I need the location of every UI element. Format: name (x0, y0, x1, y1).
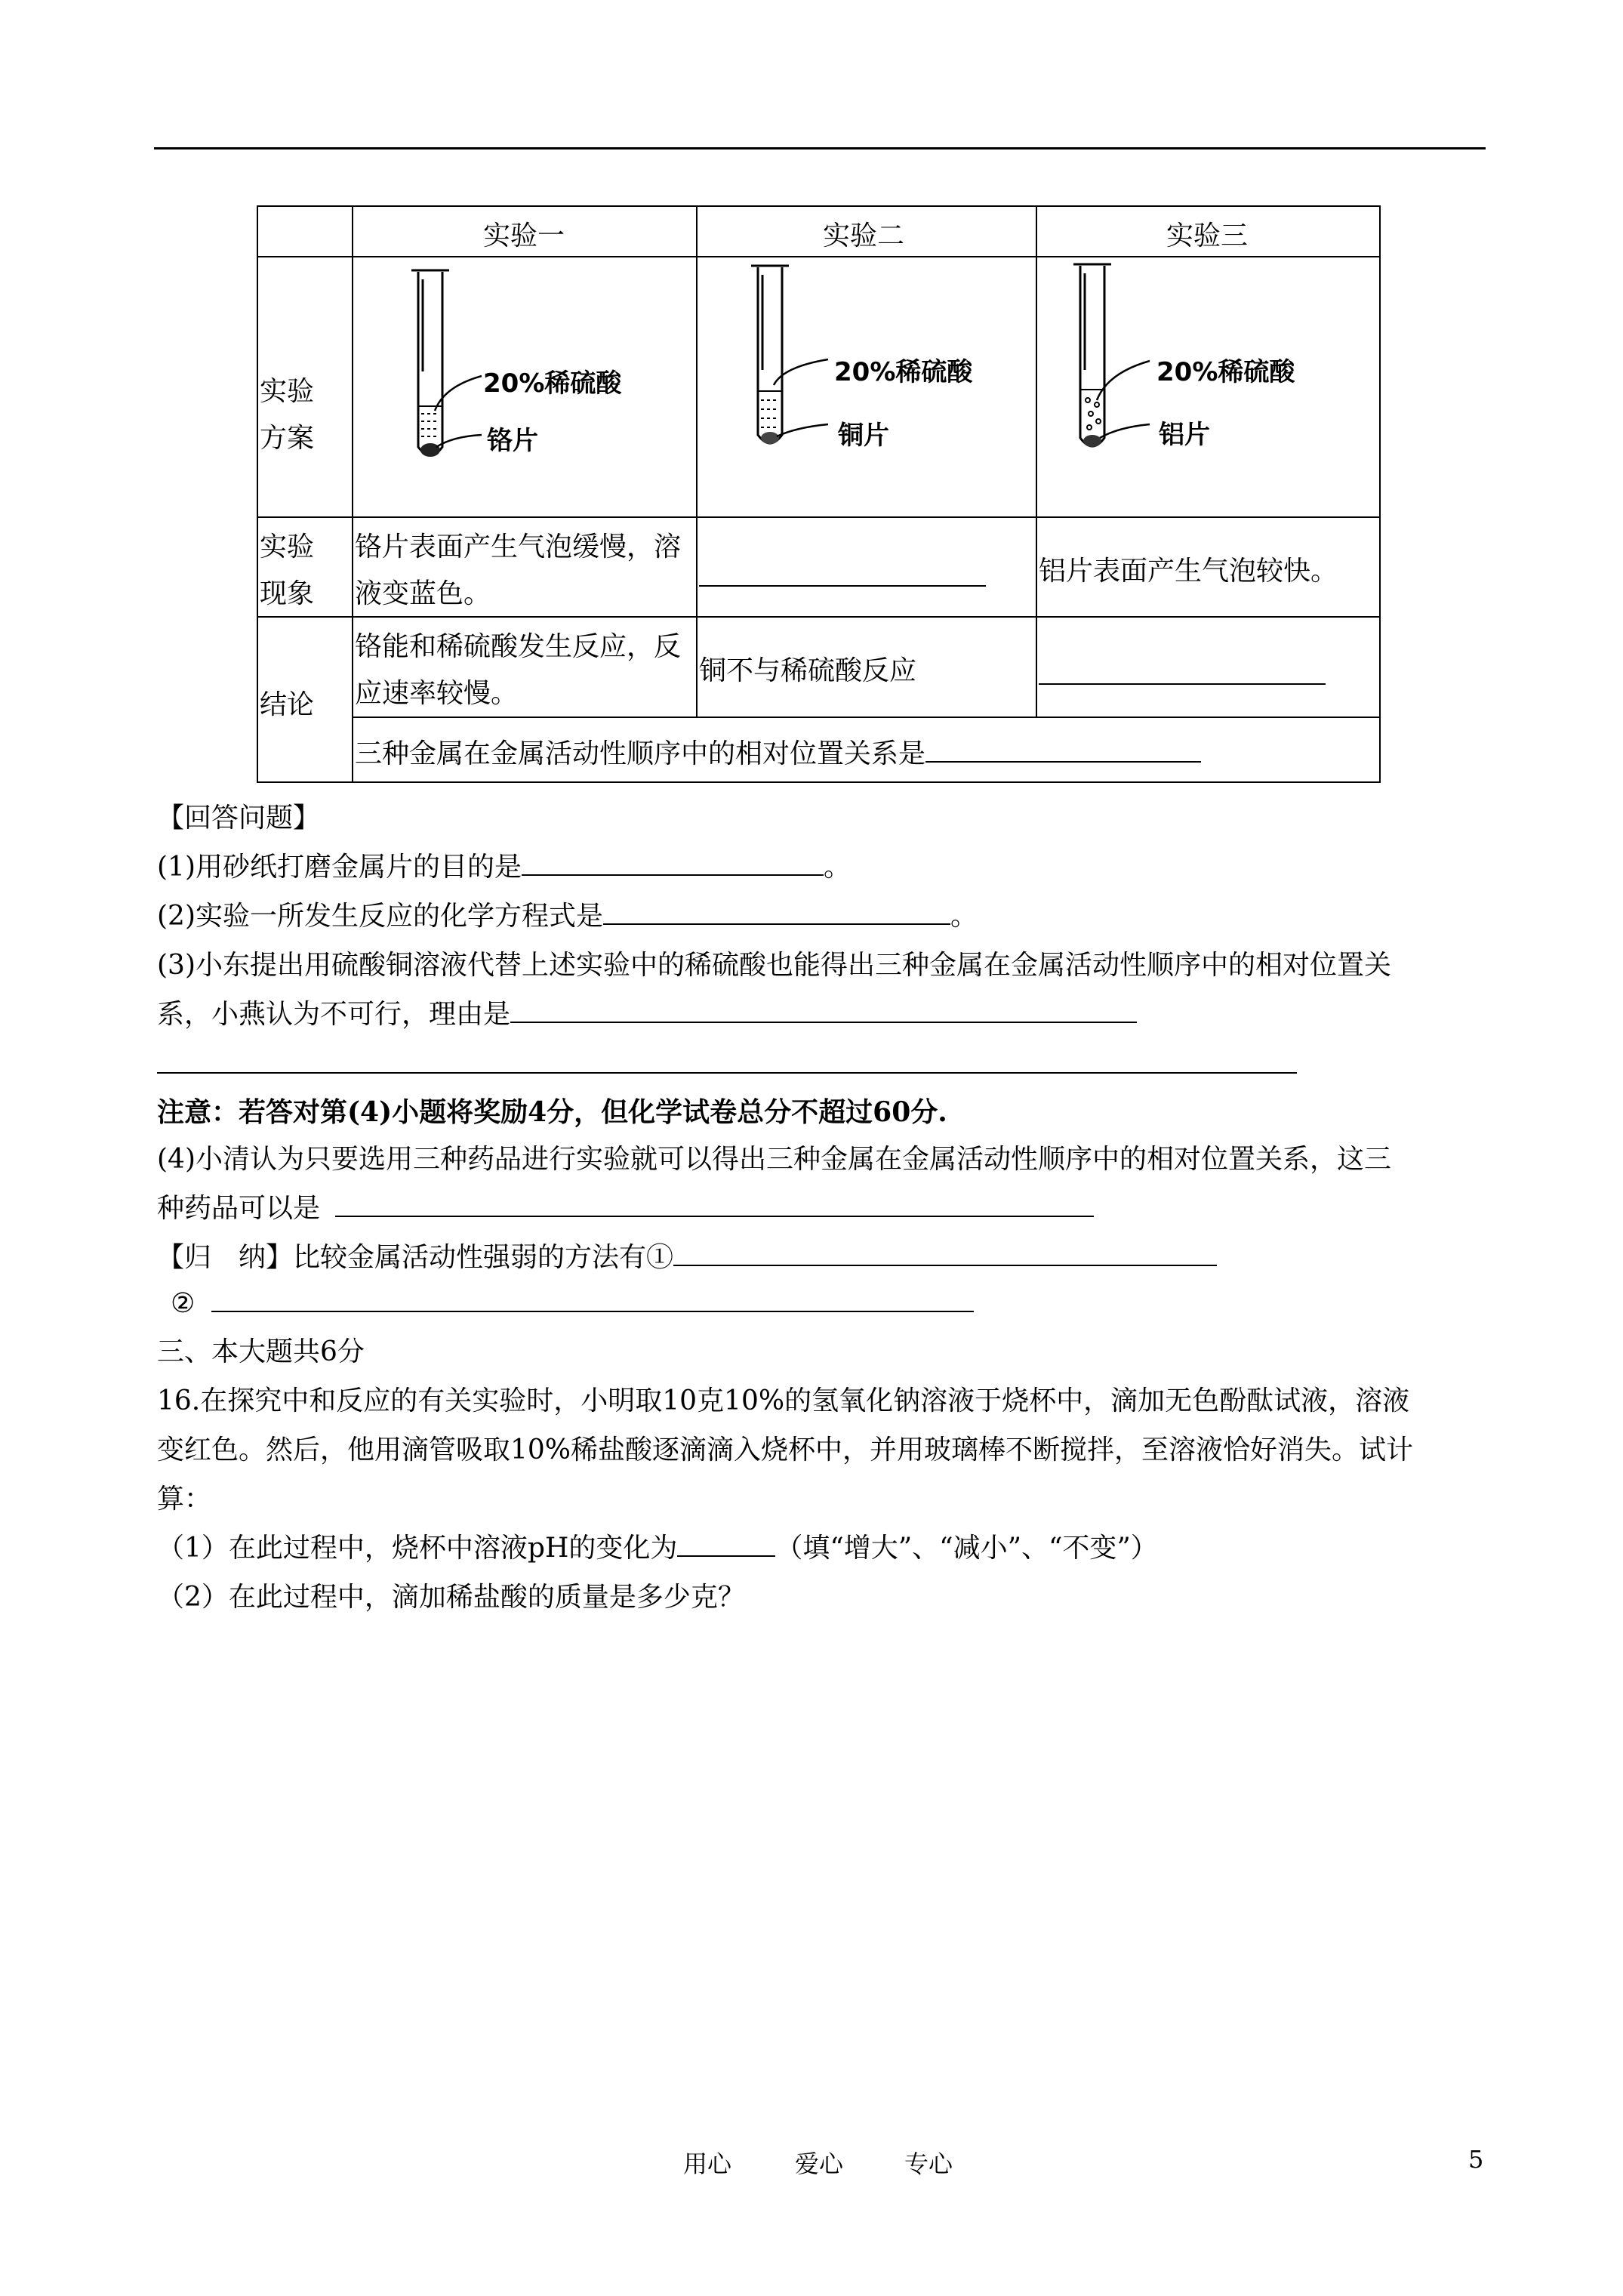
row-label-conclusion: 结论 (260, 689, 315, 720)
questions-heading: 【回答问题】 (157, 803, 321, 834)
phenomenon-exp1-line2: 液变蓝色。 (355, 578, 491, 609)
conclusion-exp3-blank[interactable] (1039, 683, 1326, 685)
tube3-metal-label: 铝片 (1159, 420, 1210, 450)
row-label-plan-2: 方案 (260, 423, 315, 454)
phenomenon-exp2-blank[interactable] (699, 585, 986, 587)
tube1-metal-label: 铬片 (487, 426, 538, 456)
question-16-sub2: （2）在此过程中，滴加稀盐酸的质量是多少克？ (157, 1582, 745, 1613)
row-label-phenomenon-1: 实验 (260, 532, 315, 562)
question-2 (157, 895, 978, 933)
question-16-line3: 算： (157, 1484, 212, 1515)
question-16-line1: 16.在探究中和反应的有关实验时，小明取10克10%的氢氧化钠溶液于烧杯中，滴加无色酚酞试液，溶液 (157, 1385, 1410, 1416)
tube3-acid-label: 20%稀硫酸 (1156, 357, 1295, 387)
summary-heading: 【归 纳】比较金属活动性强弱的方法有① (157, 1242, 674, 1273)
question-1 (157, 846, 851, 884)
question-1-text: (1)用砂纸打磨金属片的目的是 (157, 852, 522, 883)
summary-method-1 (157, 1236, 1217, 1274)
question-2-blank[interactable] (603, 896, 950, 925)
summary-method-2-blank[interactable] (211, 1284, 974, 1312)
question-1-blank[interactable] (522, 847, 824, 876)
footer-item-1: 用心 (683, 2150, 732, 2178)
question-2-end: 。 (950, 901, 978, 932)
footer-item-3: 专心 (904, 2150, 953, 2178)
page-number: 5 (1468, 2145, 1484, 2174)
question-3-line1: (3)小东提出用硫酸铜溶液代替上述实验中的稀硫酸也能得出三种金属在金属活动性顺序中的相对位置关 (157, 950, 1391, 981)
summary-method-1-blank[interactable] (673, 1237, 1217, 1266)
question-16-line2: 变红色。然后，他用滴管吸取10%稀盐酸逐滴滴入烧杯中，并用玻璃棒不断搅拌，至溶液恰好消失。试计 (157, 1435, 1414, 1465)
conclusion-exp1-line2: 应速率较慢。 (355, 678, 519, 709)
table-summary-text: 三种金属在金属活动性顺序中的相对位置关系是 (355, 738, 926, 769)
question-4-line2 (157, 1187, 1094, 1225)
question-2-text: (2)实验一所发生反应的化学方程式是 (157, 901, 603, 932)
tube2-acid-label: 20%稀硫酸 (834, 357, 973, 387)
table-summary (355, 732, 1201, 776)
row-label-plan-1: 实验 (260, 376, 315, 407)
question-4-line2-text: 种药品可以是 (157, 1193, 321, 1224)
row-label-phenomenon-2: 现象 (260, 578, 315, 609)
question-3-line2 (157, 993, 1137, 1031)
table-summary-blank[interactable] (925, 734, 1201, 763)
question-16-sub1-blank[interactable] (677, 1528, 775, 1557)
conclusion-exp1-line1: 铬能和稀硫酸发生反应，反 (355, 631, 682, 662)
question-1-end: 。 (824, 852, 852, 883)
tube2-metal-label: 铜片 (838, 421, 889, 451)
footer-item-2: 爱心 (795, 2150, 844, 2178)
header-exp3: 实验三 (1166, 220, 1249, 251)
question-16-sub1 (157, 1527, 1158, 1565)
question-4-line1: (4)小清认为只要选用三种药品进行实验就可以得出三种金属在金属活动性顺序中的相对位置关系，这三 (157, 1144, 1391, 1175)
section-3-title: 三、本大题共6分 (157, 1336, 365, 1367)
tube1-acid-label: 20%稀硫酸 (483, 368, 622, 399)
summary-method-2 (171, 1284, 974, 1319)
question-3-line2-text: 系，小燕认为不可行，理由是 (157, 999, 511, 1030)
question-3-blank[interactable] (510, 994, 1137, 1023)
phenomenon-exp3: 铝片表面产生气泡较快。 (1039, 556, 1338, 587)
summary-method-2-marker: ② (171, 1288, 196, 1319)
question-16-sub1-text: （1）在此过程中，烧杯中溶液pH的变化为 (157, 1533, 678, 1564)
phenomenon-exp1-line1: 铬片表面产生气泡缓慢，溶 (355, 532, 682, 562)
bonus-note: 注意：若答对第(4)小题将奖励4分，但化学试卷总分不超过60分. (157, 1096, 947, 1128)
question-4-blank[interactable] (335, 1188, 1094, 1217)
question-3-blank-line2[interactable] (157, 1072, 1297, 1074)
question-16-sub1-end: （填“增大”、“减小”、“不变”） (775, 1533, 1158, 1564)
conclusion-exp2: 铜不与稀硫酸反应 (699, 655, 917, 686)
header-exp1: 实验一 (483, 220, 565, 251)
header-exp2: 实验二 (823, 220, 905, 251)
